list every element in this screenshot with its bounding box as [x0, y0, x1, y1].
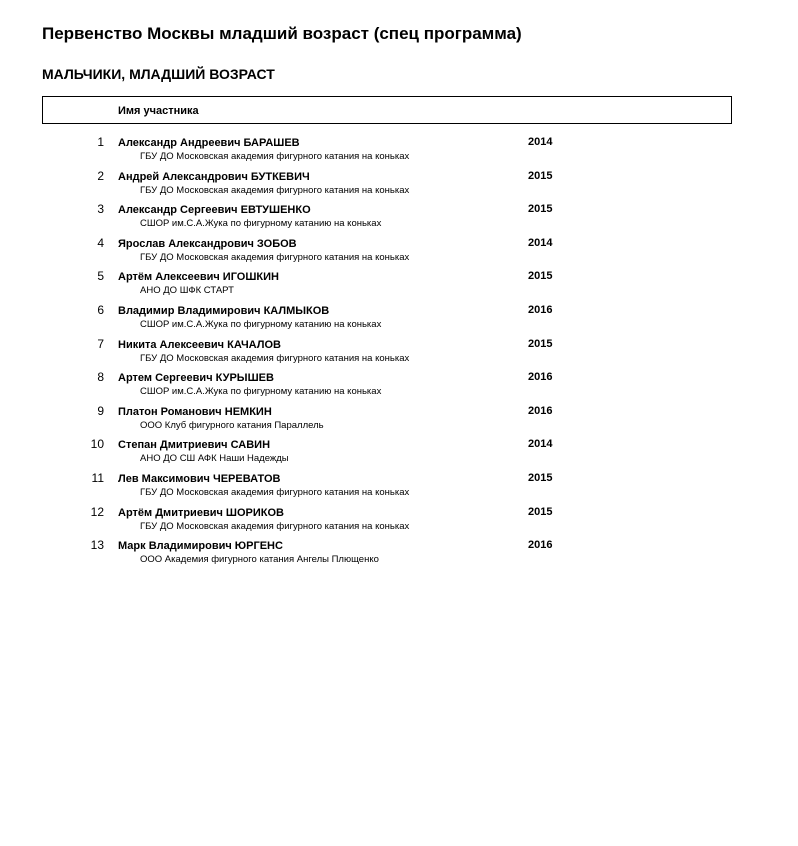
participant-name: Александр Сергеевич ЕВТУШЕНКО	[118, 204, 311, 217]
participant-number: 2	[97, 168, 104, 183]
participant-club: ГБУ ДО Московская академия фигурного катания на коньках	[140, 486, 410, 498]
participant-year: 2016	[528, 539, 553, 552]
participant-number: 6	[97, 302, 104, 317]
participant-number: 8	[97, 370, 104, 385]
list-item	[0, 505, 798, 539]
participant-number: 7	[97, 336, 104, 351]
participant-club: ГБУ ДО Московская академия фигурного катания на коньках	[140, 151, 410, 162]
list-item	[0, 337, 798, 371]
participant-club: ООО Академия фигурного катания Ангелы Плющенко	[140, 554, 379, 566]
participant-number: 13	[90, 538, 104, 553]
participant-club: СШОР им.С.А.Жука по фигурному катанию на коньках	[140, 318, 382, 330]
participant-year: 2014	[528, 438, 553, 451]
list-item	[0, 236, 798, 270]
participant-name: Артём Алексеевич ИГОШКИН	[118, 271, 279, 284]
participant-number: 1	[97, 135, 104, 149]
participant-year: 2014	[528, 136, 553, 148]
participant-club: ООО Клуб фигурного катания Параллель	[140, 419, 324, 431]
participant-name: Степан Дмитриевич САВИН	[118, 439, 271, 452]
participant-number: 12	[90, 504, 104, 519]
participant-name: Лев Максимович ЧЕРЕВАТОВ	[118, 472, 281, 485]
participant-name: Владимир Владимирович КАЛМЫКОВ	[118, 304, 330, 317]
participant-name: Платон Романович НЕМКИН	[118, 405, 272, 418]
participant-number: 10	[90, 437, 104, 452]
participant-name: Андрей Александрович БУТКЕВИЧ	[118, 170, 310, 183]
participant-club: ГБУ ДО Московская академия фигурного катания на коньках	[140, 251, 410, 263]
table-header	[42, 96, 732, 124]
participant-club: СШОР им.С.А.Жука по фигурному катанию на коньках	[140, 386, 382, 398]
participant-club: ГБУ ДО Московская академия фигурного катания на коньках	[140, 352, 410, 364]
participant-year: 2015	[528, 169, 553, 182]
participant-number: 5	[97, 269, 104, 284]
participant-year: 2015	[528, 505, 553, 518]
list-item	[0, 437, 798, 471]
participant-year: 2016	[528, 404, 553, 417]
participant-club: АНО ДО ШФК СТАРТ	[140, 285, 234, 297]
participant-number: 4	[97, 235, 104, 250]
participant-year: 2016	[528, 303, 553, 316]
participant-year: 2015	[528, 270, 553, 283]
list-item	[0, 404, 798, 438]
participant-name: Марк Владимирович ЮРГЕНС	[118, 540, 283, 553]
participant-list	[0, 135, 798, 572]
participant-year: 2015	[528, 471, 553, 484]
list-item	[0, 202, 798, 236]
participant-number: 11	[91, 470, 104, 485]
list-item	[0, 135, 798, 169]
participant-number: 9	[97, 403, 104, 418]
list-item	[0, 538, 798, 572]
section-title: МАЛЬЧИКИ, МЛАДШИЙ ВОЗРАСТ	[42, 66, 275, 82]
page-title: Первенство Москвы младший возраст (спец программа)	[42, 24, 522, 43]
participant-name: Александр Андреевич БАРАШЕВ	[118, 137, 300, 149]
participant-name: Никита Алексеевич КАЧАЛОВ	[118, 338, 281, 351]
participant-year: 2015	[528, 203, 553, 216]
participant-club: СШОР им.С.А.Жука по фигурному катанию на коньках	[140, 218, 382, 230]
participant-name: Ярослав Александрович ЗОБОВ	[118, 237, 297, 250]
participant-name: Артем Сергеевич КУРЫШЕВ	[118, 372, 274, 385]
list-item	[0, 303, 798, 337]
list-item	[0, 370, 798, 404]
participant-year: 2016	[528, 371, 553, 384]
participant-number: 3	[97, 202, 104, 217]
list-item	[0, 471, 798, 505]
column-header-participant-name: Имя участника	[118, 105, 199, 117]
participant-year: 2015	[528, 337, 553, 350]
list-item	[0, 169, 798, 203]
participant-year: 2014	[528, 236, 553, 249]
participant-club: ГБУ ДО Московская академия фигурного катания на коньках	[140, 520, 410, 532]
participant-club: ГБУ ДО Московская академия фигурного катания на коньках	[140, 184, 410, 196]
list-item	[0, 269, 798, 303]
participant-club: АНО ДО СШ АФК Наши Надежды	[140, 453, 289, 465]
participant-name: Артём Дмитриевич ШОРИКОВ	[118, 506, 284, 519]
